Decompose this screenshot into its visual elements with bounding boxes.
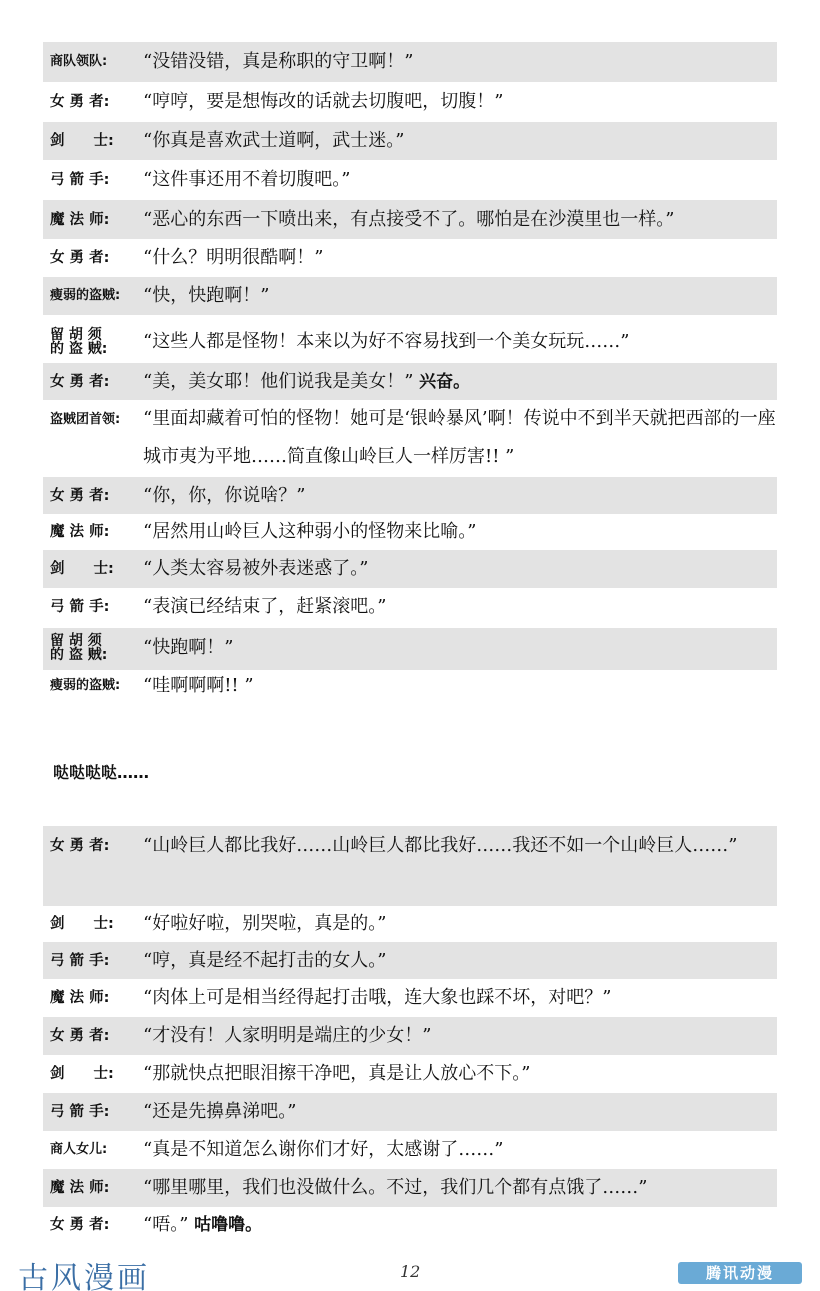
dialogue-row <box>43 588 777 628</box>
site-logo: 古风漫画 <box>18 1261 150 1291</box>
speaker-name: 商队领队: <box>50 54 108 69</box>
speaker-name: 剑 士: <box>50 1066 114 1082</box>
action-text: 咕噜噜。 <box>194 1215 263 1235</box>
dialogue-row <box>43 1207 777 1243</box>
dialogue-line: “恶心的东西一下喷出来，有点接受不了。哪怕是在沙漠里也一样。” <box>143 209 675 230</box>
dialogue-row <box>43 477 777 514</box>
speaker-name: 魔 法 师: <box>50 1180 110 1196</box>
speaker-name: 女 勇 者: <box>50 488 110 504</box>
dialogue-line: “这件事还用不着切腹吧。” <box>143 169 351 190</box>
speaker-name: 剑 士: <box>50 561 114 577</box>
speaker-name: 女 勇 者: <box>50 250 110 266</box>
dialogue-line: “真是不知道怎么谢你们才好，太感谢了……” <box>143 1139 504 1160</box>
dialogue-row <box>43 1055 777 1093</box>
dialogue-line: “快跑啊！” <box>143 637 234 658</box>
dialogue-row <box>43 315 777 363</box>
dialogue-line: “里面却藏着可怕的怪物！她可是‘银岭暴风’啊！传说中不到半天就把西部的一座城市夷为平地……简直像山岭巨人一样厉害!! ” <box>143 408 776 467</box>
dialogue-line: “快，快跑啊！” <box>143 285 270 306</box>
action-text: 兴奋。 <box>419 372 471 392</box>
dialogue-row <box>43 42 777 82</box>
speaker-name-line: 的 盗 贼: <box>50 341 108 357</box>
dialogue-row <box>43 979 777 1017</box>
dialogue-row <box>43 400 777 477</box>
dialogue-line <box>139 1215 777 1235</box>
speaker-name: 剑 士: <box>50 133 114 149</box>
dialogue-line: “好啦好啦，别哭啦，真是的。” <box>143 913 387 934</box>
speaker-name-line: 的 盗 贼: <box>50 647 108 663</box>
dialogue-row <box>43 1093 777 1131</box>
dialogue-row <box>43 277 777 315</box>
speaker-name: 魔 法 师: <box>50 212 110 228</box>
dialogue-row <box>43 1017 777 1055</box>
dialogue-line: “你，你，你说啥？” <box>143 485 306 506</box>
dialogue-text: “美，美女耶！他们说我是美女！” <box>143 371 414 392</box>
dialogue-block-a <box>43 42 777 702</box>
dialogue-row <box>43 200 777 239</box>
dialogue-block-b <box>43 826 777 1243</box>
dialogue-row <box>43 1169 777 1207</box>
dialogue-line <box>139 372 777 392</box>
speaker-name: 瘦弱的盗贼: <box>50 288 121 303</box>
speaker-name: 弓 箭 手: <box>50 1104 110 1120</box>
speaker-name: 弓 箭 手: <box>50 172 110 188</box>
dialogue-line: “表演已经结束了，赶紧滚吧。” <box>143 596 387 617</box>
dialogue-line: “居然用山岭巨人这种弱小的怪物来比喻。” <box>143 521 477 542</box>
dialogue-text: “唔。” <box>143 1214 189 1235</box>
dialogue-line: “什么？明明很酷啊！” <box>143 247 324 268</box>
speaker-name: 瘦弱的盗贼: <box>50 678 121 693</box>
speaker-name-line: 留 胡 须 <box>50 633 102 649</box>
dialogue-line: “没错没错，真是称职的守卫啊！” <box>143 51 414 72</box>
dialogue-line: “哼哼，要是想悔改的话就去切腹吧，切腹！” <box>143 91 504 112</box>
speaker-name: 女 勇 者: <box>50 374 110 390</box>
speaker-name: 魔 法 师: <box>50 990 110 1006</box>
speaker-name <box>43 634 139 662</box>
dialogue-line: “山岭巨人都比我好……山岭巨人都比我好……我还不如一个山岭巨人……” <box>143 835 738 856</box>
speaker-name-line: 留 胡 须 <box>50 327 102 343</box>
dialogue-line: “哪里哪里，我们也没做什么。不过，我们几个都有点饿了……” <box>143 1177 648 1198</box>
dialogue-row <box>43 514 777 550</box>
dialogue-line: “肉体上可是相当经得起打击哦，连大象也踩不坏，对吧？” <box>143 987 612 1008</box>
dialogue-row <box>43 670 777 702</box>
dialogue-line: “才没有！人家明明是端庄的少女！” <box>143 1025 432 1046</box>
dialogue-row <box>43 628 777 670</box>
speaker-name: 女 勇 者: <box>50 94 110 110</box>
dialogue-line: “人类太容易被外表迷惑了。” <box>143 558 369 579</box>
dialogue-line: “你真是喜欢武士道啊，武士迷。” <box>143 130 405 151</box>
interlude-sound: 哒哒哒哒…… <box>53 763 150 782</box>
dialogue-row <box>43 82 777 122</box>
dialogue-line: “这些人都是怪物！本来以为好不容易找到一个美女玩玩……” <box>143 331 630 352</box>
dialogue-row <box>43 906 777 942</box>
dialogue-row <box>43 1131 777 1169</box>
speaker-name: 盗贼团首领: <box>50 412 121 427</box>
speaker-name: 女 勇 者: <box>50 1028 110 1044</box>
speaker-name: 弓 箭 手: <box>50 599 110 615</box>
dialogue-row <box>43 122 777 160</box>
speaker-name: 弓 箭 手: <box>50 953 110 969</box>
speaker-name <box>43 328 139 356</box>
dialogue-row <box>43 942 777 979</box>
dialogue-row <box>43 363 777 400</box>
dialogue-row <box>43 160 777 200</box>
speaker-name: 魔 法 师: <box>50 524 110 540</box>
speaker-name: 剑 士: <box>50 916 114 932</box>
dialogue-line: “还是先擤鼻涕吧。” <box>143 1101 297 1122</box>
speaker-name: 女 勇 者: <box>50 838 110 854</box>
watermark-logo: 腾讯动漫 <box>678 1262 802 1284</box>
dialogue-line: “哼，真是经不起打击的女人。” <box>143 950 387 971</box>
dialogue-row <box>43 239 777 277</box>
dialogue-line: “那就快点把眼泪擦干净吧，真是让人放心不下。” <box>143 1063 531 1084</box>
dialogue-row <box>43 550 777 588</box>
speaker-name: 女 勇 者: <box>50 1217 110 1233</box>
speaker-name: 商人女儿: <box>50 1142 108 1157</box>
dialogue-line: “哇啊啊啊!! ” <box>143 675 254 696</box>
dialogue-row <box>43 826 777 906</box>
page-number: 12 <box>400 1262 421 1281</box>
